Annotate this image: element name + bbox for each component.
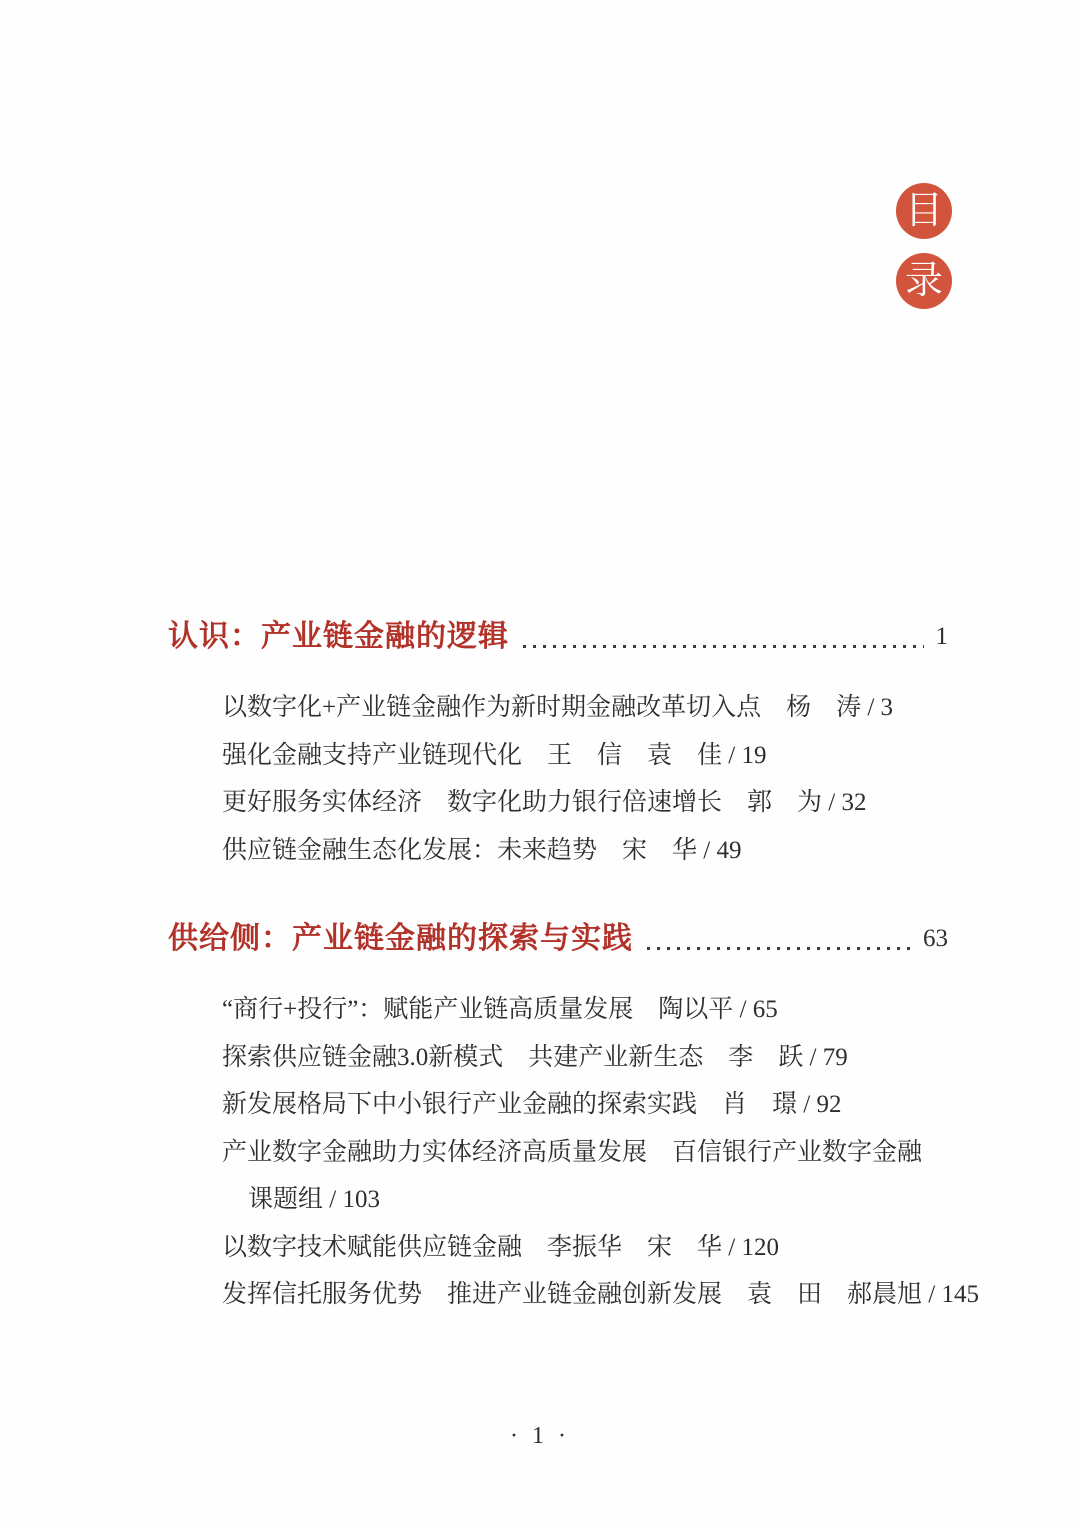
section-entries-2 xyxy=(168,986,979,1319)
dotted-leader xyxy=(523,645,924,648)
toc-badge xyxy=(896,183,952,323)
section-title: 认识：产业链金融的逻辑 xyxy=(168,620,509,653)
toc-entry: 探索供应链金融3.0新模式 共建产业新生态 李 跃 / 79 xyxy=(222,1043,848,1071)
section-page-number: 63 xyxy=(923,925,948,952)
toc-entry: 以数字技术赋能供应链金融 李振华 宋 华 / 120 xyxy=(222,1233,779,1261)
toc-entry: “商行+投行”：赋能产业链高质量发展 陶以平 / 65 xyxy=(222,996,778,1023)
toc-entry: 更好服务实体经济 数字化助力银行倍速增长 郭 为 / 32 xyxy=(222,789,867,816)
toc-entry: 发挥信托服务优势 推进产业链金融创新发展 袁 田 郝晨旭 / 145 xyxy=(222,1281,979,1308)
section-entries-1 xyxy=(168,684,948,874)
section-heading-1 xyxy=(168,616,948,658)
toc-entry: 强化金融支持产业链现代化 王 信 袁 佳 / 19 xyxy=(222,741,767,769)
toc-content xyxy=(168,616,979,1363)
toc-badge-circle-bottom xyxy=(896,253,952,309)
toc-entry: 以数字化+产业链金融作为新时期金融改革切入点 杨 涛 / 3 xyxy=(222,694,894,721)
toc-entry: 供应链金融生态化发展：未来趋势 宋 华 / 49 xyxy=(222,836,742,864)
toc-badge-char-top: 目 xyxy=(904,190,943,232)
section-heading-2 xyxy=(168,918,948,960)
toc-badge-circle-top xyxy=(896,183,952,239)
toc-entry-continuation: 课题组 / 103 xyxy=(248,1186,380,1213)
section-page-number: 1 xyxy=(935,623,948,650)
footer-page-number: · 1 · xyxy=(510,1423,570,1449)
toc-entry: 产业数字金融助力实体经济高质量发展 百信银行产业数字金融 xyxy=(222,1138,923,1166)
toc-badge-char-bottom: 录 xyxy=(904,260,943,302)
section-title: 供给侧：产业链金融的探索与实践 xyxy=(168,922,633,955)
toc-entry: 新发展格局下中小银行产业金融的探索实践 肖 璟 / 92 xyxy=(222,1091,842,1118)
dotted-leader xyxy=(647,947,911,950)
